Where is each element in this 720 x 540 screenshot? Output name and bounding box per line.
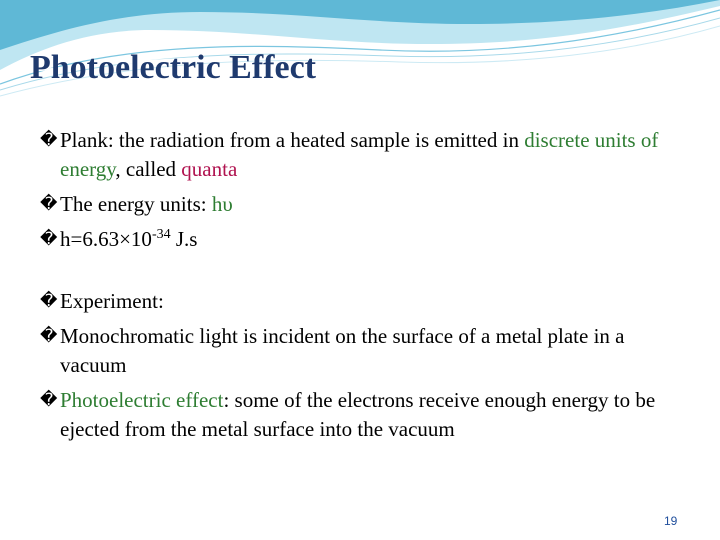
slide-body bbox=[40, 126, 690, 444]
bullet-photoelectric-effect bbox=[40, 386, 690, 444]
planck-constant-unit: J.s bbox=[170, 227, 198, 251]
energy-units-label: The energy units: bbox=[60, 192, 212, 216]
bullet-plank bbox=[40, 126, 690, 184]
bullet-monochromatic bbox=[40, 322, 690, 380]
bullet-icon: � bbox=[40, 390, 58, 410]
bullet-planck-constant bbox=[40, 225, 690, 254]
photoelectric-effect-term: Photoelectric effect bbox=[60, 388, 224, 412]
bullet-energy-units bbox=[40, 190, 690, 219]
experiment-text: Experiment: bbox=[60, 289, 164, 313]
discrete-units-text: discrete units of energy bbox=[60, 128, 659, 181]
plank-text: Plank: the radiation from a heated sample is emitted in bbox=[60, 128, 525, 152]
slide-title: Photoelectric Effect bbox=[30, 49, 316, 86]
planck-constant-exponent: -34 bbox=[151, 227, 171, 242]
quanta-text: quanta bbox=[181, 157, 238, 181]
bullet-icon: � bbox=[40, 229, 58, 249]
bullet-icon: � bbox=[40, 194, 58, 214]
h-upsilon-text: hυ bbox=[211, 192, 233, 216]
photoelectric-effect-definition: : some of the electrons receive enough energy to be ejected from the metal surface into the vacuum bbox=[60, 388, 656, 441]
bullet-icon: � bbox=[40, 326, 58, 346]
monochromatic-text: Monochromatic light is incident on the surface of a metal plate in a vacuum bbox=[60, 324, 625, 377]
bullet-experiment bbox=[40, 287, 690, 316]
planck-constant-base: h=6.63×10 bbox=[60, 227, 152, 251]
bullet-icon: � bbox=[40, 130, 58, 150]
called-text: , called bbox=[115, 157, 182, 181]
bullet-icon: � bbox=[40, 291, 58, 311]
page-number: 19 bbox=[664, 514, 678, 528]
